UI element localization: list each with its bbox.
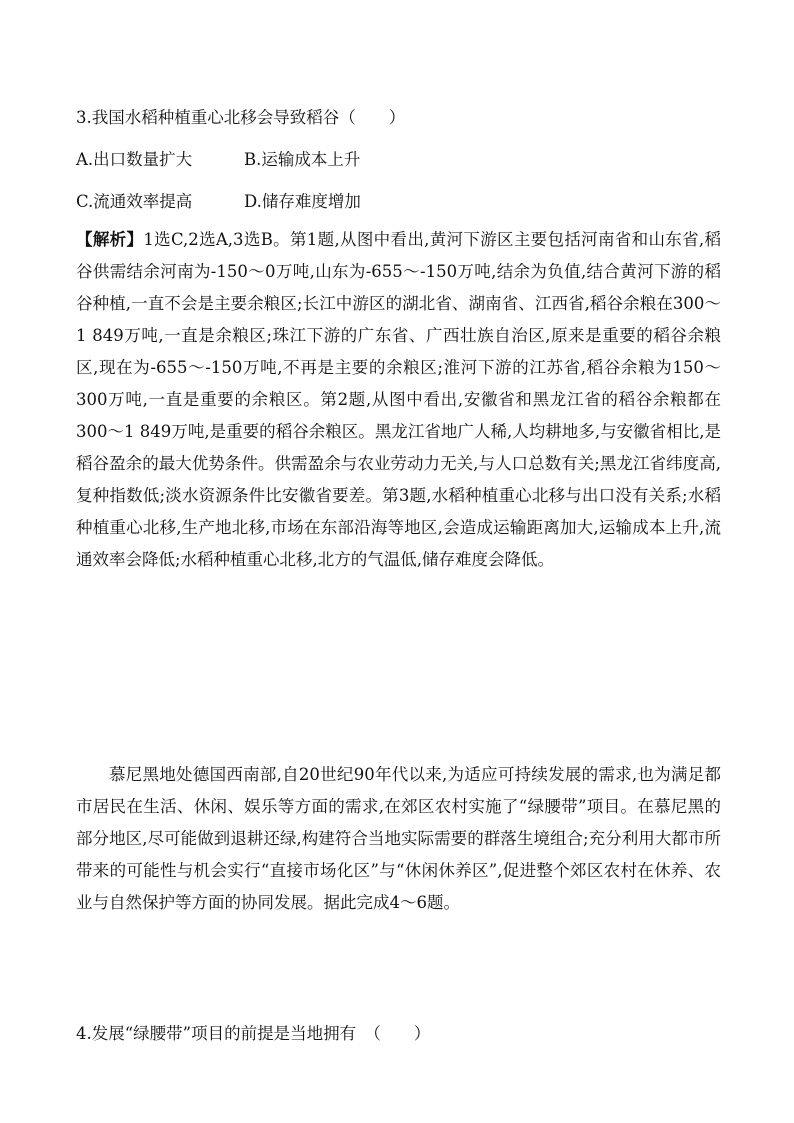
question-3-options-row-2 [76,188,361,212]
option-d: D.储存难度增加 [244,192,361,211]
question-3-stem: 3.我国水稻种植重心北移会导致稻谷（ ） [76,108,406,127]
reading-passage: 慕尼黑地处德国西南部,自20世纪90年代以来,为适应可持续发展的需求,也为满足都市居民在生活、休闲、娱乐等方面的需求,在郊区农村实施了“绿腰带”项目。在慕尼黑的部分地区,尽可能做到退耕还绿,构建符合当地实际需要的群落生境组合;充分利用大都市所带来的可能性与机会实行“直接市场化区”与“休闲休养区”,促进整个郊区农村在休养、农业与自然保护等方面的协同发展。据此完成4～6题。 [76,765,721,912]
analysis-label: 【解析】 [76,230,144,249]
option-a: A.出口数量扩大 [76,150,193,169]
question-4-stem: 4.发展“绿腰带”项目的前提是当地拥有 （ ） [76,1024,431,1043]
option-b: B.运输成本上升 [244,150,361,169]
option-c: C.流通效率提高 [76,192,193,211]
analysis-paragraph [76,224,721,576]
analysis-text: 1选C,2选A,3选B。第1题,从图中看出,黄河下游区主要包括河南省和山东省,稻谷供需结余河南为-150～0万吨,山东为-655～-150万吨,结余为负值,结合黄河下游的稻谷种植,一直不会是主要余粮区;长江中游区的湖北省、湖南省、江西省,稻谷余粮在300～1 849万吨,一直是余粮区;珠江下游的广东省、广西壮族自治区,原来是重要的稻谷余粮区,现在为-655～-150万吨,不再是主要的余粮区;淮河下游的江苏省,稻谷余粮为150～300万吨,一直是重要的余粮区。第2题,从图中看出,安徽省和黑龙江省的稻谷余粮都在300～1 849万吨,是重要的稻谷余粮区。黑龙江省地广人稀,人均耕地多,与安徽省相比,是稻谷盈余的最大优势条件。供需盈余与农业劳动力无关,与人口总数有关;黑龙江省纬度高,复种指数低;淡水资源条件比安徽省要差。第3题,水稻种植重心北移与出口没有关系;水稻种植重心北移,生产地北移,市场在东部沿海等地区,会造成运输距离加大,运输成本上升,流通效率会降低;水稻种植重心北移,北方的气温低,储存难度会降低。 [76,230,722,569]
question-3-options-row-1 [76,146,360,170]
